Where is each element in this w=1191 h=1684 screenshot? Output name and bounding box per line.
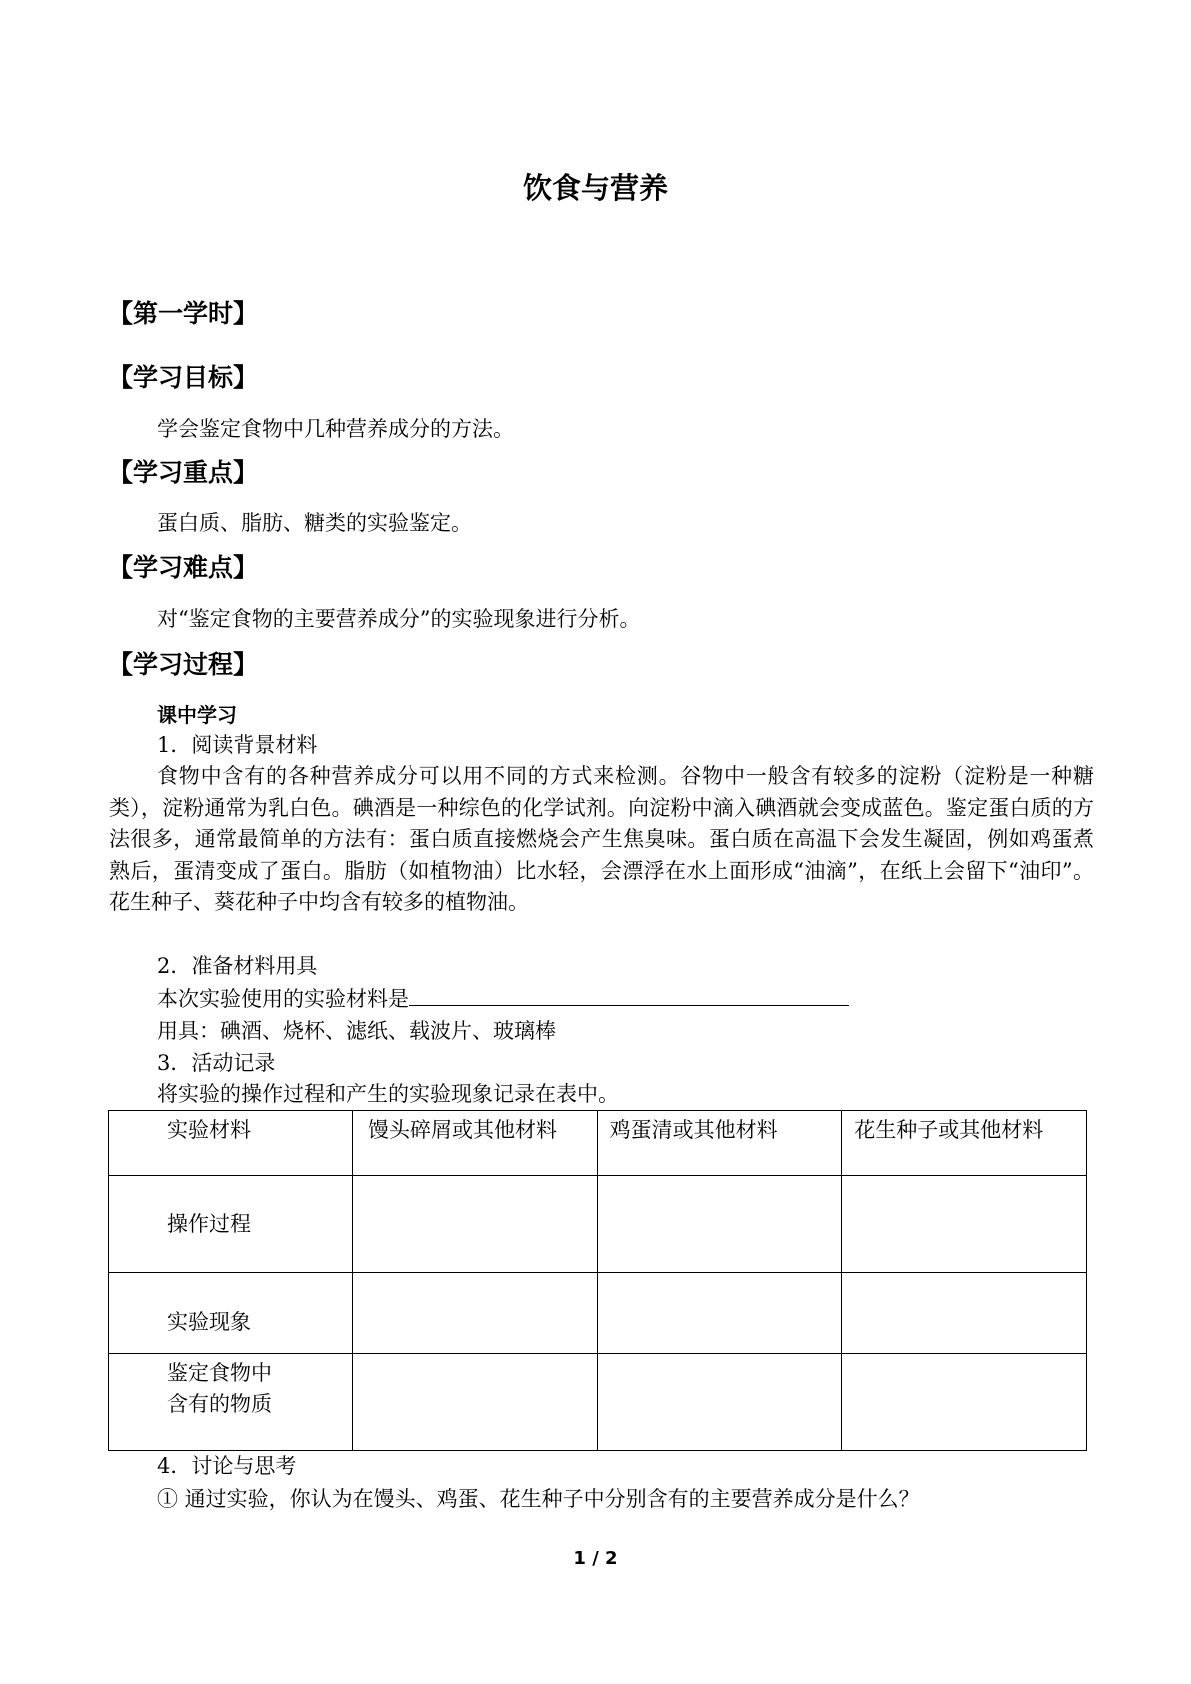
background-paragraph: 食物中含有的各种营养成分可以用不同的方式来检测。谷物中一般含有较多的淀粉（淀粉是一种糖类），淀粉通常为乳白色。碘酒是一种综色的化学试剂。向淀粉中滴入碘酒就会变成蓝色。鉴定蛋白质的方法很多，通常最简单的方法有：蛋白质直接燃烧会产生焦臭味。蛋白质在高温下会发生凝固，例如鸡蛋煮熟后，蛋清变成了蛋白。脂肪（如植物油）比水轻，会漂浮在水上面形成“油滴”，在纸上会留下“油印”。花生种子、葵花种子中均含有较多的植物油。 [109,764,1094,914]
row-label-cell: 鉴定食物中 含有的物质 [109,1354,353,1451]
materials-label: 本次实验使用的实验材料是 [157,987,409,1011]
step4-title: 4．讨论与思考 [157,1454,297,1478]
key-point-text: 蛋白质、脂肪、糖类的实验鉴定。 [157,511,472,535]
table-header-cell: 花生种子或其他材料 [842,1111,1087,1176]
in-class-subheading: 课中学习 [157,703,237,727]
question-1: ① 通过实验，你认为在馒头、鸡蛋、花生种子中分别含有的主要营养成分是什么？ [157,1487,920,1511]
objective-text: 学会鉴定食物中几种营养成分的方法。 [157,417,514,441]
table-header-cell: 鸡蛋清或其他材料 [597,1111,842,1176]
materials-line [157,983,849,1014]
table-header-cell: 实验材料 [109,1111,353,1176]
page-title: 饮食与营养 [522,171,668,205]
difficulty-text: 对“鉴定食物的主要营养成分”的实验现象进行分析。 [157,607,641,631]
tools-line: 用具：碘酒、烧杯、滤纸、载波片、玻璃棒 [157,1019,556,1043]
table-input-cell[interactable] [352,1354,597,1451]
materials-blank[interactable] [409,983,849,1006]
table-row [109,1111,1087,1176]
table-row [109,1354,1087,1451]
page-number: 1 / 2 [573,1548,618,1569]
table-header-cell: 馒头碎屑或其他材料 [352,1111,597,1176]
table-input-cell[interactable] [352,1176,597,1273]
row-label-cell: 操作过程 [109,1176,353,1273]
table-input-cell[interactable] [597,1354,842,1451]
table-input-cell[interactable] [597,1176,842,1273]
heading-objective: 【学习目标】 [108,363,259,392]
table-row [109,1176,1087,1273]
step3-title: 3．活动记录 [157,1051,276,1075]
heading-difficulty: 【学习难点】 [108,553,259,582]
table-input-cell[interactable] [842,1176,1087,1273]
row-label-cell: 实验现象 [109,1273,353,1354]
heading-key-point: 【学习重点】 [108,458,259,487]
table-input-cell[interactable] [842,1354,1087,1451]
record-instruction: 将实验的操作过程和产生的实验现象记录在表中。 [157,1082,619,1106]
heading-process: 【学习过程】 [108,650,259,679]
table-row [109,1273,1087,1354]
step2-title: 2．准备材料用具 [157,954,318,978]
record-table [108,1110,1087,1451]
table-input-cell[interactable] [352,1273,597,1354]
table-input-cell[interactable] [597,1273,842,1354]
table-input-cell[interactable] [842,1273,1087,1354]
heading-lesson: 【第一学时】 [108,299,259,328]
step1-title: 1．阅读背景材料 [157,733,318,757]
